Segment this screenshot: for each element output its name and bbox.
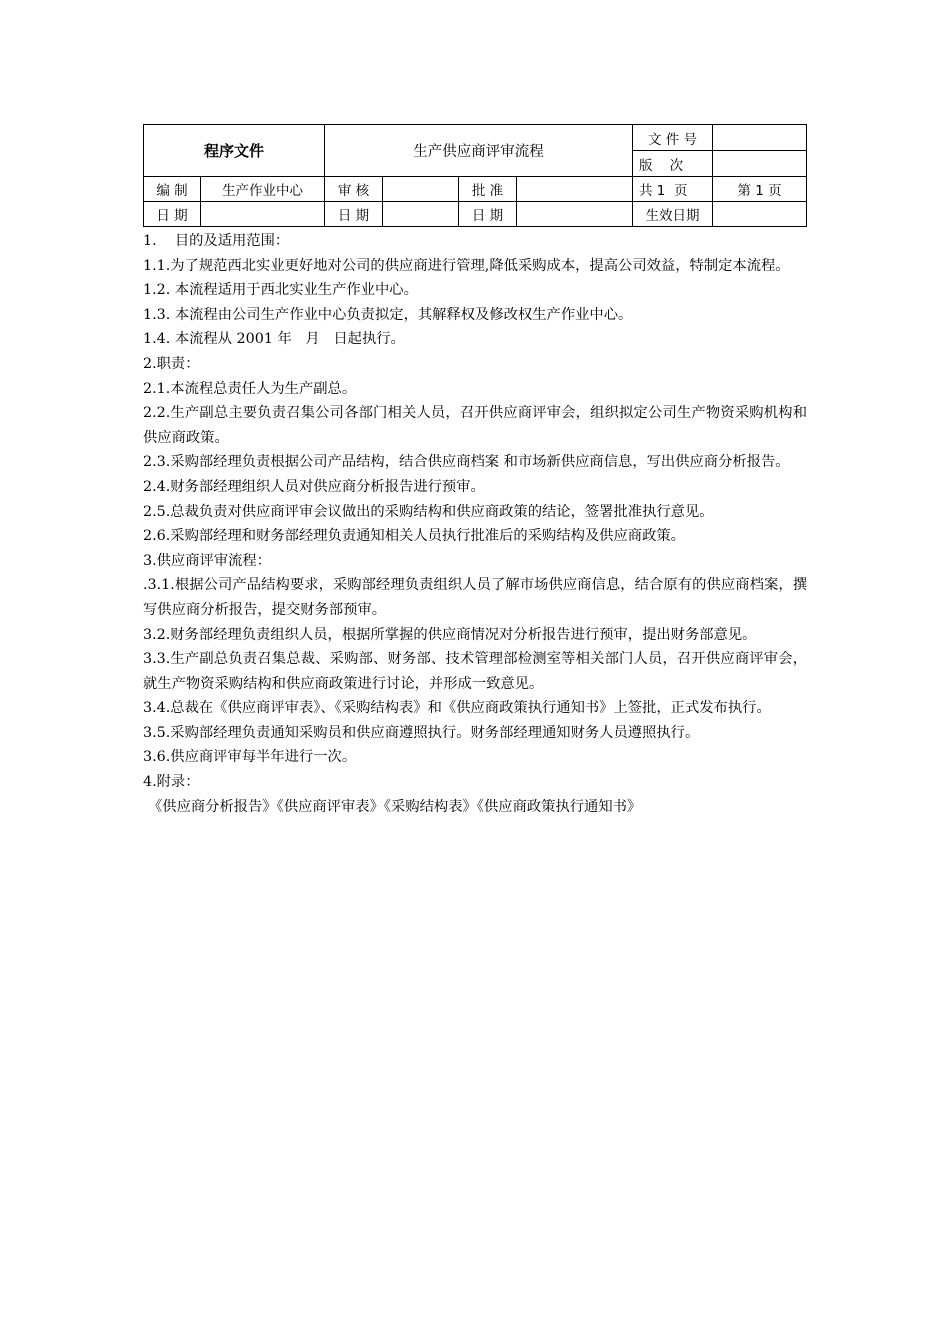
paragraph: 1.4. 本流程从 2001 年 月 日起执行。 — [143, 331, 405, 348]
effective-date-value — [713, 202, 807, 227]
paragraph: 2.4.财务部经理组织人员对供应商分析报告进行预审。 — [143, 478, 485, 495]
page-number: 第 1 页 — [713, 177, 807, 202]
paragraph: 2.2.生产副总主要负责召集公司各部门相关人员，召开供应商评审会，组织拟定公司生产物资采购机构和供应商政策。 — [143, 405, 807, 446]
date-label-review: 日 期 — [325, 202, 383, 227]
approve-label: 批 准 — [459, 177, 517, 202]
paragraph: 2.3.采购部经理负责根据公司产品结构，结合供应商档案 和市场新供应商信息，写出供应商分析报告。 — [143, 454, 790, 471]
document-body — [143, 229, 807, 819]
total-pages: 共 1 页 — [633, 177, 713, 202]
date-value-prepared — [201, 202, 325, 227]
prepared-label: 编 制 — [144, 177, 201, 202]
paragraph: 2.5.总裁负责对供应商评审会议做出的采购结构和供应商政策的结论，签署批准执行意见。 — [143, 503, 714, 520]
date-value-review — [383, 202, 459, 227]
paragraph: 3.5.采购部经理负责通知采购员和供应商遵照执行。财务部经理通知财务人员遵照执行。 — [143, 724, 700, 741]
doc-type-label: 程序文件 — [144, 125, 325, 177]
version-value — [713, 151, 807, 177]
section-heading: 4.附录： — [143, 774, 200, 791]
prepared-value: 生产作业中心 — [201, 177, 325, 202]
paragraph: 1.2. 本流程适用于西北实业生产作业中心。 — [143, 282, 418, 299]
paragraph: 2.6.采购部经理和财务部经理负责通知相关人员执行批准后的采购结构及供应商政策。 — [143, 528, 685, 545]
paragraph: 2.1.本流程总责任人为生产副总。 — [143, 380, 357, 397]
doc-title: 生产供应商评审流程 — [325, 125, 633, 177]
version-label: 版 次 — [633, 151, 713, 177]
date-label-prepared: 日 期 — [144, 202, 201, 227]
paragraph: 3.6.供应商评审每半年进行一次。 — [143, 749, 357, 766]
file-no-value — [713, 125, 807, 151]
date-label-approve: 日 期 — [459, 202, 517, 227]
paragraph: .3.1.根据公司产品结构要求，采购部经理负责组织人员了解市场供应商信息，结合原有的供应商档案，撰写供应商分析报告，提交财务部预审。 — [143, 577, 807, 618]
section-heading: 2.职责： — [143, 355, 200, 372]
paragraph: 1.3. 本流程由公司生产作业中心负责拟定，其解释权及修改权生产作业中心。 — [143, 306, 633, 323]
paragraph: 1.1.为了规范西北实业更好地对公司的供应商进行管理,降低采购成本，提高公司效益，特制定本流程。 — [143, 257, 790, 274]
document-header-table — [143, 124, 807, 227]
review-value — [383, 177, 459, 202]
paragraph: 3.3.生产副总负责召集总裁、采购部、财务部、技术管理部检测室等相关部门人员，召开供应商评审会，就生产物资采购结构和供应商政策进行讨论，并形成一致意见。 — [143, 651, 807, 692]
section-heading: 1. 目的及适用范围： — [143, 233, 290, 249]
effective-date-label: 生效日期 — [633, 202, 713, 227]
section-heading: 3.供应商评审流程： — [143, 552, 272, 569]
appendix-list: 《供应商分析报告》《供应商评审表》《采购结构表》《供应商政策执行通知书》 — [148, 798, 642, 815]
review-label: 审 核 — [325, 177, 383, 202]
approve-value — [517, 177, 633, 202]
file-no-label: 文 件 号 — [633, 125, 713, 151]
paragraph: 3.2.财务部经理负责组织人员，根据所掌握的供应商情况对分析报告进行预审，提出财务部意见。 — [143, 626, 757, 643]
date-value-approve — [517, 202, 633, 227]
paragraph: 3.4.总裁在《供应商评审表》、《采购结构表》和《供应商政策执行通知书》上签批，正式发布执行。 — [143, 700, 771, 717]
